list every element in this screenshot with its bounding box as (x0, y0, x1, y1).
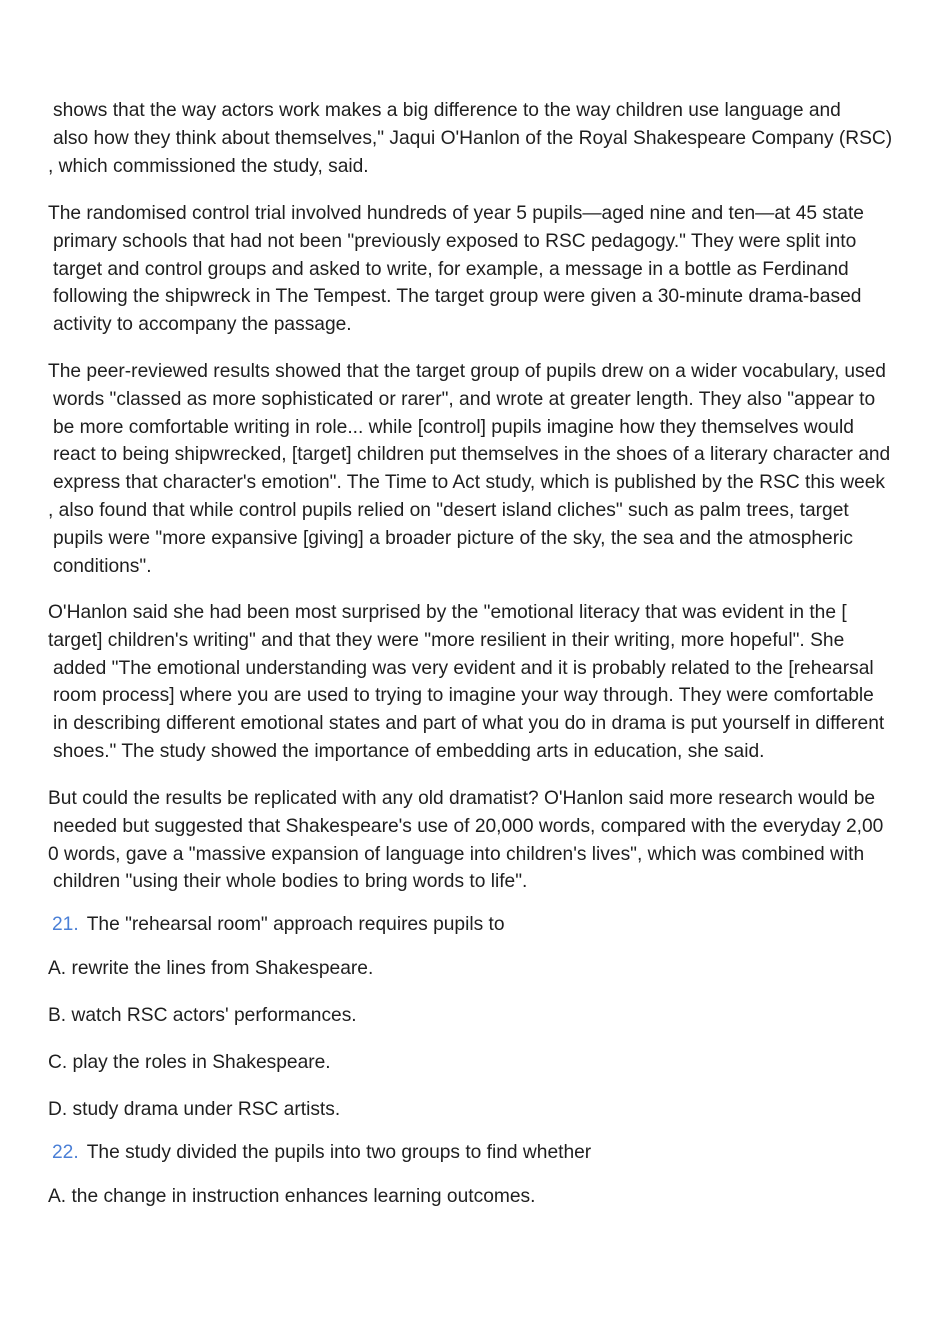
option-c[interactable]: C. play the roles in Shakespeare. (48, 1052, 331, 1073)
text-line: But could the results be replicated with any old dramatist? O'Hanlon said more research would be (48, 788, 876, 809)
text-line: , also found that while control pupils relied on "desert island cliches" such as palm trees, target (48, 499, 849, 521)
text-line: activity to accompany the passage. (53, 314, 352, 336)
text-line: react to being shipwrecked, [target] children put themselves in the shoes of a literary character and (53, 444, 891, 466)
option-d[interactable]: D. study drama under RSC artists. (48, 1099, 341, 1120)
text-line: shoes." The study showed the importance of embedding arts in education, she said. (53, 740, 765, 762)
text-line: The peer-reviewed results showed that the target group of pupils drew on a wider vocabulary, used (48, 361, 886, 382)
paragraph-4 (48, 599, 918, 766)
text-line: target] children's writing" and that they were "more resilient in their writing, more hopeful". She (48, 629, 845, 651)
text-line: , which commissioned the study, said. (48, 155, 369, 177)
text-line: 0 words, gave a "massive expansion of language into children's lives", which was combined with (48, 843, 865, 865)
text-line: O'Hanlon said she had been most surprised by the "emotional literacy that was evident in the [ (48, 602, 847, 623)
text-line: room process] where you are used to trying to imagine your way through. They were comfortable (53, 685, 874, 707)
text-line: in describing different emotional states and part of what you do in drama is put yourself in different (53, 713, 885, 735)
text-line: express that character's emotion". The Time to Act study, which is published by the RSC this week (53, 472, 886, 494)
text-line: following the shipwreck in The Tempest. The target group were given a 30-minute drama-based (53, 286, 862, 308)
text-line: be more comfortable writing in role... while [control] pupils imagine how they themselves would (53, 416, 854, 438)
question-stem: The "rehearsal room" approach requires pupils to (86, 914, 505, 935)
option-a[interactable]: A. rewrite the lines from Shakespeare. (48, 958, 374, 979)
paragraph-5 (48, 785, 918, 896)
text-line: shows that the way actors work makes a big difference to the way children use language and (53, 100, 841, 121)
text-line: target and control groups and asked to write, for example, a message in a bottle as Ferdinand (53, 258, 849, 280)
text-line: also how they think about themselves," Jaqui O'Hanlon of the Royal Shakespeare Company (RSC) (53, 127, 893, 149)
question-22 (52, 1139, 591, 1166)
text-line: conditions". (53, 555, 152, 577)
text-line: added "The emotional understanding was very evident and it is probably related to the [rehearsal (53, 657, 874, 679)
question-number: 22. (52, 1142, 79, 1163)
text-line: children "using their whole bodies to bring words to life". (53, 871, 528, 893)
text-line: pupils were "more expansive [giving] a broader picture of the sky, the sea and the atmospheric (53, 527, 853, 549)
question-21 (52, 911, 505, 938)
text-line: needed but suggested that Shakespeare's use of 20,000 words, compared with the everyday 2,00 (53, 815, 884, 837)
text-line: words "classed as more sophisticated or rarer", and wrote at greater length. They also "appear to (53, 388, 876, 410)
paragraph-2 (48, 200, 918, 339)
question-stem: The study divided the pupils into two groups to find whether (86, 1142, 592, 1163)
text-line: primary schools that had not been "previously exposed to RSC pedagogy." They were split into (53, 230, 857, 252)
question-number: 21. (52, 914, 79, 935)
paragraph-3 (48, 358, 918, 580)
option-b[interactable]: B. watch RSC actors' performances. (48, 1005, 357, 1026)
option-a[interactable]: A. the change in instruction enhances learning outcomes. (48, 1186, 536, 1207)
paragraph-1 (48, 97, 918, 180)
text-line: The randomised control trial involved hundreds of year 5 pupils—aged nine and ten—at 45 state (48, 203, 864, 224)
